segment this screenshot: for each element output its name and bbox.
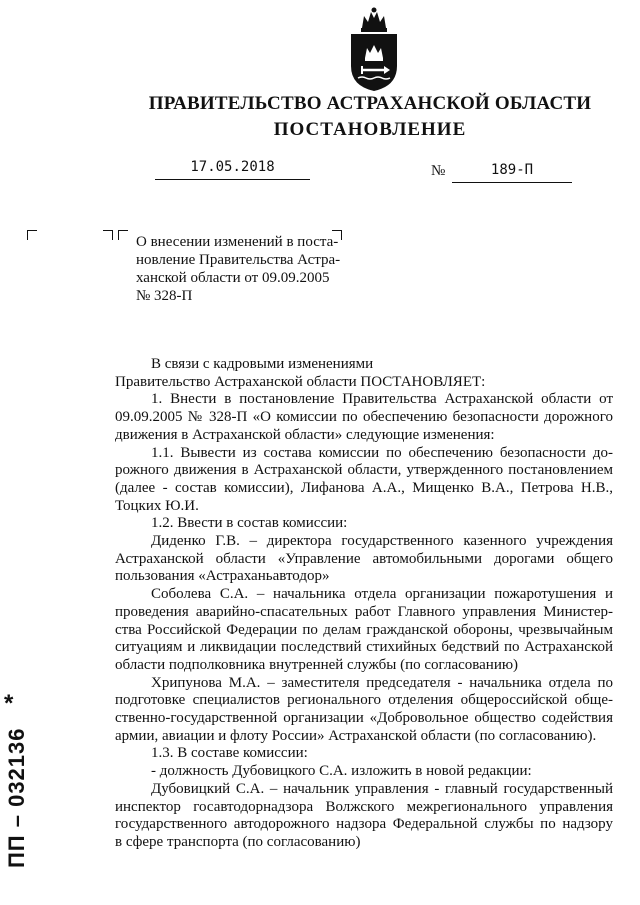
body-line: 09.09.2005 № 328-П «О комиссии по обеспечению безопасности дорожного bbox=[115, 409, 613, 426]
number-label: № bbox=[431, 163, 446, 179]
body-line: движения в Астраханской области» следующие изменения: bbox=[115, 426, 495, 443]
body-line: 1.2. Ввести в состав комиссии: bbox=[151, 515, 348, 532]
body-line: (далее - состав комиссии), Лифанова А.А., Мищенко В.А., Петрова Н.В., bbox=[115, 479, 613, 496]
number-underline bbox=[452, 181, 572, 183]
body-line: инспектор госавтодорнадзора Волжского межрегионального управления bbox=[115, 798, 613, 815]
body-line: ситуациям и ликвидации последствий стихийных бедствий по Астраханской bbox=[115, 639, 613, 656]
body-line: проведения аварийно-спасательных работ Главного управления Министер- bbox=[115, 603, 613, 620]
body-line: подготовке специалистов регионального отделения общероссийской обще- bbox=[115, 692, 613, 709]
document-type-title: ПОСТАНОВЛЕНИЕ bbox=[273, 119, 467, 140]
field-corner-mark bbox=[27, 230, 37, 240]
body-line: Хрипунова М.А. – заместителя председателя - начальника отдела по bbox=[151, 674, 613, 691]
body-line: рожного движения в Астраханской области, утвержденного постановлением bbox=[115, 462, 613, 479]
decree-body bbox=[115, 356, 613, 852]
subject-line: № 328-П bbox=[136, 288, 193, 304]
date-underline bbox=[155, 178, 310, 180]
body-line: армии, авиации и флоту России» Астраханской области (по согласованию). bbox=[115, 727, 597, 744]
body-line: ственно-государственной организации «Добровольное общество содействия bbox=[115, 710, 613, 727]
body-line: государственного автодорожного надзора Федеральной службы по надзору bbox=[115, 816, 613, 833]
body-line: 1.3. В составе комиссии: bbox=[151, 745, 308, 762]
body-line: Дубовицкий С.А. – начальник управления - главный государственный bbox=[151, 780, 613, 797]
decree-date: 17.05.2018 bbox=[190, 159, 275, 175]
body-line: 1. Внести в постановление Правительства Астраханской области от bbox=[151, 391, 613, 408]
coat-of-arms-icon bbox=[348, 6, 400, 92]
stamp-asterisk: * bbox=[4, 690, 14, 717]
body-line: В связи с кадровыми изменениями bbox=[151, 356, 374, 372]
body-line: - должность Дубовицкого С.А. изложить в новой редакции: bbox=[151, 763, 532, 780]
body-line: Соболева С.А. – начальника отдела организации пожаротушения и bbox=[151, 586, 613, 603]
field-corner-mark bbox=[118, 230, 128, 240]
form-serial-number: ПП – 032136 bbox=[4, 727, 29, 868]
body-line: пользования «Астраханьавтодор» bbox=[115, 568, 330, 585]
body-line: ства Российской Федерации по делам гражданской обороны, чрезвычайным bbox=[115, 621, 613, 638]
subject-line: ханской области от 09.09.2005 bbox=[136, 270, 330, 286]
body-line: Астраханской области «Управление автомобильными дорогами общего bbox=[115, 550, 613, 567]
body-line: в сфере транспорта (по согласованию) bbox=[115, 833, 361, 850]
subject-line: О внесении изменений в поста- bbox=[136, 234, 339, 250]
subject-line: новление Правительства Астра- bbox=[136, 252, 341, 268]
body-line: области подполковника внутренней службы (по согласованию) bbox=[115, 656, 519, 673]
decree-number: 189-П bbox=[490, 162, 534, 178]
body-line: Диденко Г.В. – директора государственного казенного учреждения bbox=[151, 533, 613, 550]
field-corner-mark bbox=[103, 230, 113, 240]
decree-subject bbox=[136, 233, 346, 305]
government-title: ПРАВИТЕЛЬСТВО АСТРАХАНСКОЙ ОБЛАСТИ bbox=[148, 93, 592, 114]
body-line: 1.1. Вывести из состава комиссии по обеспечению безопасности до- bbox=[151, 444, 613, 461]
body-line: Тоцких Ю.И. bbox=[115, 497, 199, 514]
body-line: Правительство Астраханской области ПОСТАНОВЛЯЕТ: bbox=[115, 373, 486, 390]
